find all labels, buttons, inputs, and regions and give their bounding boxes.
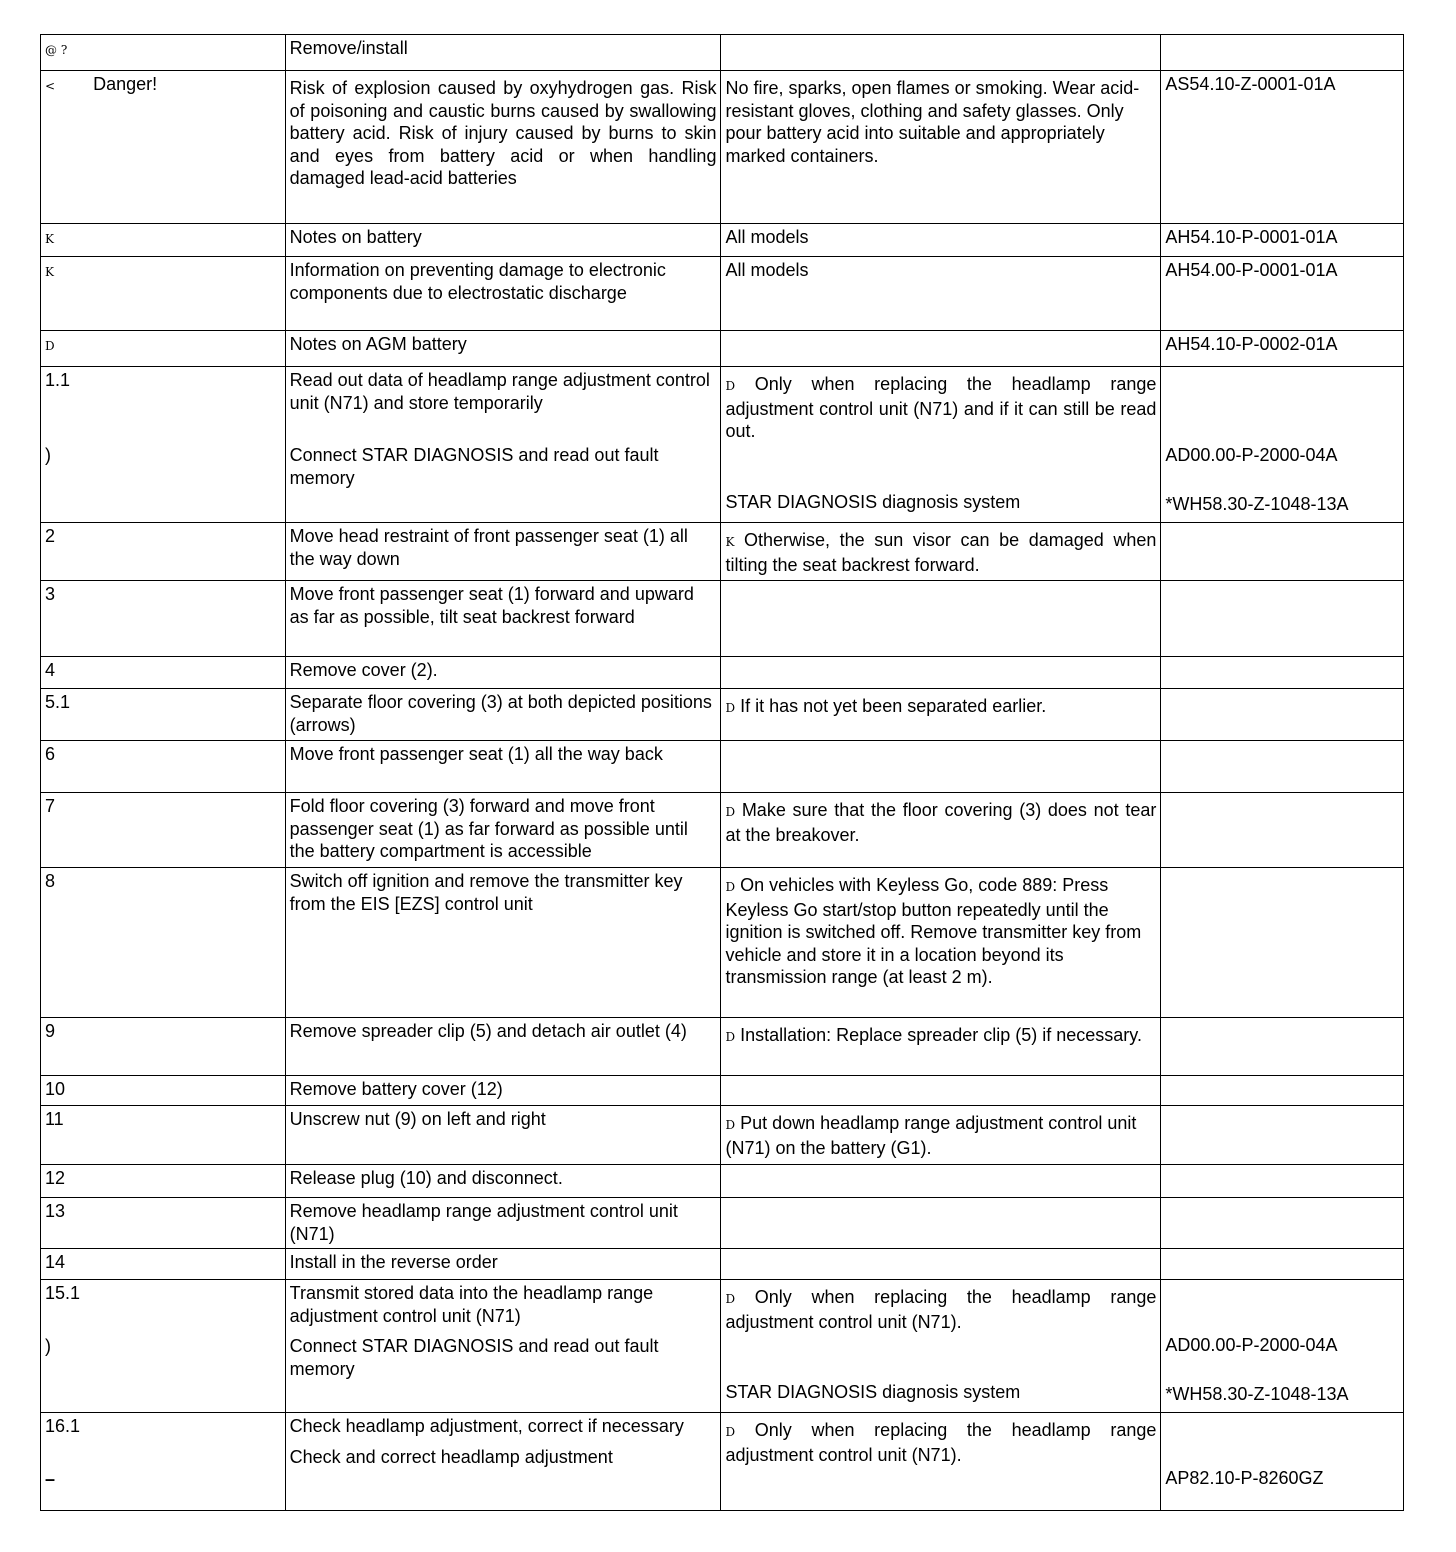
step-number: 2 bbox=[41, 523, 286, 581]
note-icon: D bbox=[725, 379, 736, 393]
header-title: Remove/install bbox=[285, 35, 721, 71]
step-note-cell bbox=[721, 1280, 1161, 1413]
step-row bbox=[41, 1413, 1404, 1511]
step-note: K Otherwise, the sun visor can be damaged when tilting the seat backrest forward. bbox=[721, 523, 1161, 581]
step-ref bbox=[1161, 868, 1404, 1018]
note-icon: D bbox=[725, 1118, 736, 1132]
step-ref bbox=[1161, 581, 1404, 657]
danger-ref: AS54.10-Z-0001-01A bbox=[1161, 71, 1404, 224]
step-row bbox=[41, 1165, 1404, 1198]
step-row bbox=[41, 868, 1404, 1018]
sub-step-text: Connect STAR DIAGNOSIS and read out fault memory bbox=[289, 1336, 659, 1379]
note-ref: AH54.10-P-0001-01A bbox=[1161, 224, 1404, 257]
step-ref-cell bbox=[1161, 367, 1404, 523]
step-ref bbox=[1161, 657, 1404, 689]
sub-step-ref: AD00.00-P-2000-04A bbox=[1165, 1335, 1338, 1355]
step-row bbox=[41, 689, 1404, 741]
note-icon: D bbox=[45, 339, 55, 353]
step-ref bbox=[1161, 1165, 1404, 1198]
step-note-cell bbox=[721, 1413, 1161, 1511]
step-text: Release plug (10) and disconnect. bbox=[285, 1165, 721, 1198]
step-ref bbox=[1161, 1076, 1404, 1106]
step-text: Unscrew nut (9) on left and right bbox=[285, 1106, 721, 1165]
step-text: Transmit stored data into the headlamp range adjustment control unit (N71) bbox=[289, 1283, 654, 1326]
step-number: 11 bbox=[41, 1106, 286, 1165]
step-text: Remove cover (2). bbox=[285, 657, 721, 689]
sub-step-text: Check and correct headlamp adjustment bbox=[289, 1446, 613, 1467]
step-number: 8 bbox=[41, 868, 286, 1018]
note-symbol-cell bbox=[41, 224, 286, 257]
step-note bbox=[721, 1165, 1161, 1198]
step-row bbox=[41, 1106, 1404, 1165]
info-icon: K bbox=[45, 265, 54, 279]
step-ref bbox=[1161, 793, 1404, 868]
step-ref bbox=[1161, 1198, 1404, 1249]
note-icon: D bbox=[725, 1030, 736, 1044]
danger-label: Danger! bbox=[93, 74, 158, 94]
step-text: Move head restraint of front passenger seat (1) all the way down bbox=[285, 523, 721, 581]
step-note: D Only when replacing the headlamp range adjustment control unit (N71). bbox=[725, 1420, 1157, 1465]
step-text: Remove battery cover (12) bbox=[285, 1076, 721, 1106]
step-number: 5.1 bbox=[41, 689, 286, 741]
step-number: 12 bbox=[41, 1165, 286, 1198]
symbols-icon: @ ? bbox=[45, 43, 68, 57]
step-number: 4 bbox=[41, 657, 286, 689]
step-text-cell bbox=[285, 1280, 721, 1413]
note-applicability: All models bbox=[721, 257, 1161, 331]
diagnosis-icon: ) bbox=[45, 1335, 51, 1356]
step-row bbox=[41, 657, 1404, 689]
step-text: Read out data of headlamp range adjustment control unit (N71) and store temporarily bbox=[289, 370, 710, 413]
danger-row bbox=[41, 71, 1404, 224]
step-note: D If it has not yet been separated earlier. bbox=[721, 689, 1161, 741]
sub-step-ref: AD00.00-P-2000-04A bbox=[1165, 445, 1338, 465]
note-text: Information on preventing damage to electronic components due to electrostatic discharge bbox=[285, 257, 721, 331]
procedure-table bbox=[40, 34, 1404, 1511]
step-number: 13 bbox=[41, 1198, 286, 1249]
step-ref bbox=[1161, 741, 1404, 793]
header-empty-4 bbox=[1161, 35, 1404, 71]
note-applicability bbox=[721, 331, 1161, 367]
step-number: 3 bbox=[41, 581, 286, 657]
tool-name: STAR DIAGNOSIS diagnosis system bbox=[725, 491, 1021, 512]
step-text: Fold floor covering (3) forward and move front passenger seat (1) as far forward as possible until the battery compartment is accessible bbox=[285, 793, 721, 868]
step-ref bbox=[1161, 1249, 1404, 1280]
note-ref: AH54.00-P-0001-01A bbox=[1161, 257, 1404, 331]
step-row bbox=[41, 523, 1404, 581]
step-ref bbox=[1161, 689, 1404, 741]
step-row bbox=[41, 741, 1404, 793]
step-row bbox=[41, 1280, 1404, 1413]
step-ref-cell bbox=[1161, 1413, 1404, 1511]
step-ref-cell bbox=[1161, 1280, 1404, 1413]
step-row bbox=[41, 793, 1404, 868]
step-number-cell bbox=[41, 367, 286, 523]
step-text-cell bbox=[285, 1413, 721, 1511]
step-text: Install in the reverse order bbox=[285, 1249, 721, 1280]
step-note-cell bbox=[721, 367, 1161, 523]
step-note: D Put down headlamp range adjustment control unit (N71) on the battery (G1). bbox=[721, 1106, 1161, 1165]
step-text-cell bbox=[285, 367, 721, 523]
note-symbol-cell bbox=[41, 257, 286, 331]
step-ref bbox=[1161, 1106, 1404, 1165]
header-row bbox=[41, 35, 1404, 71]
diagnosis-icon: ) bbox=[45, 444, 51, 465]
tool-name: STAR DIAGNOSIS diagnosis system bbox=[725, 1382, 1021, 1402]
note-applicability: All models bbox=[721, 224, 1161, 257]
note-icon: D bbox=[725, 805, 736, 819]
header-symbol-cell bbox=[41, 35, 286, 71]
note-row bbox=[41, 257, 1404, 331]
step-number-cell bbox=[41, 1280, 286, 1413]
step-text: Check headlamp adjustment, correct if necessary bbox=[289, 1416, 684, 1436]
note-symbol-cell bbox=[41, 331, 286, 367]
step-number: 15.1 bbox=[45, 1283, 81, 1303]
step-text: Move front passenger seat (1) forward and upward as far as possible, tilt seat backrest forward bbox=[285, 581, 721, 657]
step-text: Switch off ignition and remove the transmitter key from the EIS [EZS] control unit bbox=[285, 868, 721, 1018]
step-number: 10 bbox=[41, 1076, 286, 1106]
tool-ref: *WH58.30-Z-1048-13A bbox=[1165, 1383, 1349, 1404]
step-note: D Only when replacing the headlamp range adjustment control unit (N71) and if it can still be read out. bbox=[725, 374, 1157, 441]
step-note: D Only when replacing the headlamp range adjustment control unit (N71). bbox=[725, 1287, 1157, 1332]
dash-icon: – bbox=[45, 1468, 56, 1489]
note-icon: D bbox=[725, 701, 736, 715]
step-number: 9 bbox=[41, 1018, 286, 1076]
info-icon: K bbox=[725, 535, 735, 549]
note-text: Notes on AGM battery bbox=[285, 331, 721, 367]
note-icon: D bbox=[725, 1292, 736, 1306]
step-row bbox=[41, 1198, 1404, 1249]
sub-step-ref: AP82.10-P-8260GZ bbox=[1165, 1468, 1324, 1488]
step-note bbox=[721, 1198, 1161, 1249]
danger-precaution: No fire, sparks, open flames or smoking. Wear acid-resistant gloves, clothing and safety glasses. Only pour battery acid into suitable and appropriately marked containers. bbox=[721, 71, 1161, 224]
note-row bbox=[41, 224, 1404, 257]
note-icon: D bbox=[725, 1425, 736, 1439]
danger-risk: Risk of explosion caused by oxyhydrogen gas. Risk of poisoning and caustic burns caused by swallowing battery acid. Risk of injury caused by burns to skin and eyes from battery acid or when handling damaged lead-acid batteries bbox=[285, 71, 721, 224]
note-ref: AH54.10-P-0002-01A bbox=[1161, 331, 1404, 367]
sub-step-text: Connect STAR DIAGNOSIS and read out fault memory bbox=[289, 445, 659, 488]
step-row bbox=[41, 1076, 1404, 1106]
step-text: Remove headlamp range adjustment control unit (N71) bbox=[285, 1198, 721, 1249]
note-text: Notes on battery bbox=[285, 224, 721, 257]
step-note bbox=[721, 581, 1161, 657]
step-row bbox=[41, 1249, 1404, 1280]
danger-label-cell bbox=[41, 71, 286, 224]
info-icon: K bbox=[45, 232, 54, 246]
note-row bbox=[41, 331, 1404, 367]
danger-icon: < bbox=[45, 79, 56, 93]
step-ref bbox=[1161, 523, 1404, 581]
step-row bbox=[41, 581, 1404, 657]
header-empty-3 bbox=[721, 35, 1161, 71]
step-number: 1.1 bbox=[45, 370, 71, 390]
step-text: Move front passenger seat (1) all the way back bbox=[285, 741, 721, 793]
step-number: 6 bbox=[41, 741, 286, 793]
step-note bbox=[721, 1249, 1161, 1280]
step-number-cell bbox=[41, 1413, 286, 1511]
step-note bbox=[721, 657, 1161, 689]
step-row bbox=[41, 367, 1404, 523]
step-number: 14 bbox=[41, 1249, 286, 1280]
step-text: Remove spreader clip (5) and detach air outlet (4) bbox=[285, 1018, 721, 1076]
step-number: 16.1 bbox=[45, 1416, 81, 1436]
step-note: D Make sure that the floor covering (3) does not tear at the breakover. bbox=[721, 793, 1161, 868]
step-number: 7 bbox=[41, 793, 286, 868]
step-note: D On vehicles with Keyless Go, code 889: Press Keyless Go start/stop button repeatedly until the ignition is switched off. Remove transmitter key from vehicle and store it in a location beyond its transmission range (at least 2 m). bbox=[721, 868, 1161, 1018]
step-ref bbox=[1161, 1018, 1404, 1076]
step-note bbox=[721, 1076, 1161, 1106]
step-text: Separate floor covering (3) at both depicted positions (arrows) bbox=[285, 689, 721, 741]
step-note: D Installation: Replace spreader clip (5) if necessary. bbox=[721, 1018, 1161, 1076]
tool-ref: *WH58.30-Z-1048-13A bbox=[1165, 493, 1349, 514]
note-icon: D bbox=[725, 880, 736, 894]
step-row bbox=[41, 1018, 1404, 1076]
step-note bbox=[721, 741, 1161, 793]
